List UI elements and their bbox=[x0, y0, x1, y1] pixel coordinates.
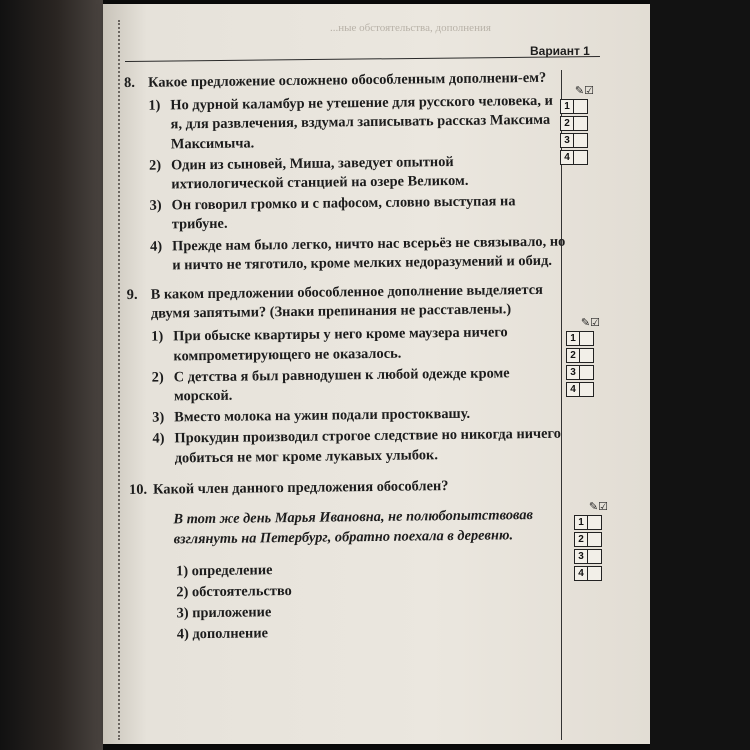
option-8-4 bbox=[126, 232, 566, 276]
answer-number: 4 bbox=[574, 566, 588, 581]
answer-number: 1 bbox=[566, 331, 580, 346]
option-8-1 bbox=[124, 92, 565, 155]
answer-row bbox=[566, 365, 612, 381]
answer-checkbox[interactable] bbox=[574, 150, 588, 165]
option-text: приложение bbox=[192, 604, 272, 622]
answer-row bbox=[574, 532, 620, 548]
option-number: 3) bbox=[149, 197, 162, 214]
answer-number: 2 bbox=[566, 348, 580, 363]
variant-label: Вариант 1 bbox=[530, 44, 590, 58]
background-right bbox=[650, 0, 750, 750]
option-number: 2) bbox=[176, 584, 189, 601]
option-9-1 bbox=[127, 323, 567, 367]
option-9-4 bbox=[128, 425, 568, 469]
option-number: 4) bbox=[152, 430, 165, 448]
answer-checkbox[interactable] bbox=[574, 133, 588, 148]
option-number: 4) bbox=[150, 238, 163, 255]
answer-checkbox[interactable] bbox=[580, 365, 594, 380]
answer-row bbox=[566, 382, 612, 398]
question-text: В каком предложении обособленное дополнение выделяется двумя запятыми? (Знаки препинания не расставлены.) bbox=[150, 281, 543, 322]
option-number: 2) bbox=[149, 157, 162, 174]
answer-checkbox[interactable] bbox=[588, 549, 602, 564]
pen-check-icon: ✎☑ bbox=[588, 501, 608, 513]
option-number: 1) bbox=[151, 328, 164, 346]
question-number: 8. bbox=[124, 74, 136, 91]
answer-row bbox=[574, 566, 620, 582]
option-text: Один из сыновей, Миша, заведует опытной ихтиологической станцией на озере Великом. bbox=[171, 153, 469, 193]
answer-number: 2 bbox=[560, 116, 574, 131]
option-number: 1) bbox=[148, 97, 161, 114]
answer-number: 4 bbox=[560, 150, 574, 165]
option-text: С детства я был равнодушен к любой одежде кроме морской. bbox=[173, 365, 510, 405]
answer-checkbox[interactable] bbox=[588, 515, 602, 530]
answer-boxes-q8 bbox=[560, 84, 606, 166]
pen-check-icon: ✎☑ bbox=[580, 317, 600, 329]
question-sentence: В тот же день Марья Ивановна, не полюбопытствовав взглянуть на Петербург, обратно поехала в деревню. bbox=[173, 507, 534, 548]
answer-row bbox=[560, 99, 606, 115]
answer-number: 3 bbox=[574, 549, 588, 564]
answer-checkbox[interactable] bbox=[574, 99, 588, 114]
answer-checkbox[interactable] bbox=[580, 331, 594, 346]
option-9-3 bbox=[128, 404, 568, 429]
answer-row bbox=[566, 331, 612, 347]
answer-row bbox=[560, 116, 606, 132]
option-text: Вместо молока на ужин подали простоквашу. bbox=[174, 406, 471, 426]
option-9-2 bbox=[128, 363, 568, 407]
answer-checkbox[interactable] bbox=[574, 116, 588, 131]
ghost-text: ...ные обстоятельства, дополнения bbox=[330, 22, 491, 34]
answer-checkbox[interactable] bbox=[580, 382, 594, 397]
answer-row bbox=[574, 515, 620, 531]
answer-number: 1 bbox=[560, 99, 574, 114]
question-text: Какое предложение осложнено обособленным дополнени-ем? bbox=[148, 69, 547, 91]
option-8-2 bbox=[125, 151, 565, 195]
dotted-margin-line bbox=[118, 20, 120, 740]
option-text: Прежде нам было легко, ничто нас всерьёз не связывало, но и ничто не тяготило, кроме мелких недоразумений и обид. bbox=[172, 233, 566, 274]
answer-row bbox=[560, 133, 606, 149]
answer-number: 3 bbox=[566, 365, 580, 380]
option-number: 4) bbox=[176, 626, 189, 643]
option-number: 3) bbox=[152, 409, 165, 426]
option-text: обстоятельство bbox=[191, 583, 292, 601]
option-number: 3) bbox=[176, 605, 189, 622]
answer-number: 3 bbox=[560, 133, 574, 148]
answer-boxes-q10 bbox=[574, 500, 620, 582]
option-text: Он говорил громко и с пафосом, словно выступая на трибуне. bbox=[171, 193, 516, 233]
answer-number: 4 bbox=[566, 382, 580, 397]
option-text: При обыске квартиры у него кроме маузера ничего компрометирующего не оказалось. bbox=[173, 324, 508, 365]
answer-number: 2 bbox=[574, 532, 588, 547]
question-number: 10. bbox=[128, 481, 148, 498]
answer-boxes-q9 bbox=[566, 316, 612, 398]
question-9 bbox=[127, 281, 567, 325]
option-number: 2) bbox=[151, 369, 164, 386]
answer-row bbox=[560, 150, 606, 166]
answer-number: 1 bbox=[574, 515, 588, 530]
question-text: Какой член данного предложения обособлен? bbox=[152, 477, 449, 498]
answer-row bbox=[566, 348, 612, 364]
option-text: определение bbox=[191, 562, 273, 580]
book-spine bbox=[0, 0, 103, 750]
option-text: Но дурной каламбур не утешение для русского человека, и я, для развлечения, вздумал записывать рассказ Максима Максимыча. bbox=[170, 92, 553, 153]
option-8-3 bbox=[126, 192, 566, 236]
question-number: 9. bbox=[126, 286, 138, 304]
question-8 bbox=[124, 69, 564, 94]
pen-check-icon: ✎☑ bbox=[574, 85, 594, 97]
option-text: Прокудин производил строгое следствие но никогда ничего добиться не мог кроме лукавых улыбок. bbox=[174, 426, 561, 467]
answer-row bbox=[574, 549, 620, 565]
option-number: 1) bbox=[175, 563, 189, 580]
question-10 bbox=[129, 475, 569, 500]
answer-checkbox[interactable] bbox=[588, 532, 602, 547]
answer-checkbox[interactable] bbox=[588, 566, 602, 581]
answer-checkbox[interactable] bbox=[580, 348, 594, 363]
questions-content bbox=[124, 69, 571, 646]
option-text: дополнение bbox=[192, 625, 269, 643]
